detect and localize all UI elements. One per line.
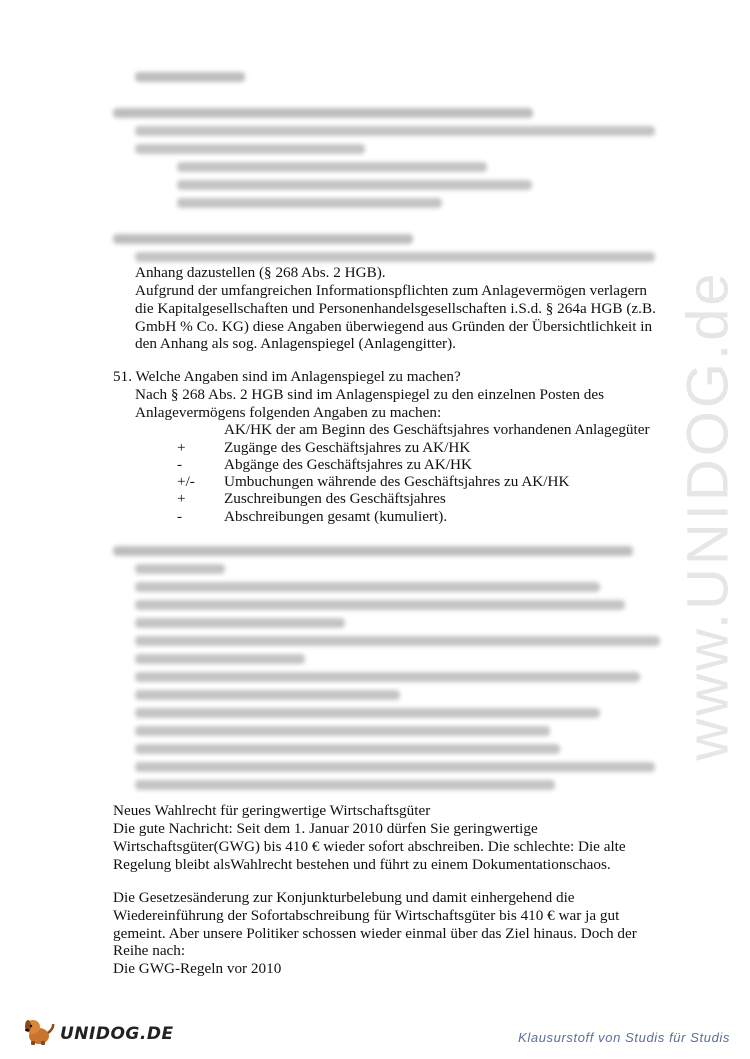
q50-line-3: die Kapitalgesellschaften und Personenhandelsgesellschaften i.S.d. § 264a HGB (z.B. [135, 300, 656, 317]
q50-line-5: den Anhang als sog. Anlagenspiegel (Anlagengitter). [135, 335, 456, 352]
q50-line-1: Anhang dazustellen (§ 268 Abs. 2 HGB). [135, 264, 386, 281]
q50-line-4: GmbH % Co. KG) diese Angaben überwiegend aus Gründen der Übersichtlichkeit in [135, 318, 653, 335]
blurred-line [135, 744, 560, 754]
footer-tagline: Klausurstoff von Studis für Studis [518, 1030, 730, 1045]
blurred-line [177, 162, 487, 172]
logo-text: UNIDOG.DE [60, 1023, 174, 1044]
q51-intro-1: Nach § 268 Abs. 2 HGB sind im Anlagenspiegel zu den einzelnen Posten des [135, 386, 605, 403]
blurred-line [135, 600, 625, 610]
blurred-line [135, 72, 245, 82]
q51-item-sign: +/- [177, 473, 195, 490]
q51-item-sign: + [177, 490, 186, 507]
q51-item-text: Umbuchungen währende des Geschäftsjahres zu AK/HK [224, 473, 570, 490]
blurred-line [135, 726, 550, 736]
q51-item-text: Zugänge des Geschäftsjahres zu AK/HK [224, 439, 471, 456]
blurred-line [135, 582, 600, 592]
q51-item-sign: - [177, 508, 183, 525]
blurred-line [135, 780, 555, 790]
blurred-line [135, 690, 400, 700]
gwg-line: Wiedereinführung der Sofortabschreibung für Wirtschaftsgüter bis 410 € war ja gut [113, 907, 620, 924]
q51-item-text: AK/HK der am Beginn des Geschäftsjahres vorhandenen Anlagegüter [224, 421, 650, 438]
gwg-line: Die Gesetzesänderung zur Konjunkturbelebung und damit einhergehend die [113, 889, 575, 906]
blurred-line [135, 144, 365, 154]
q51-item-text: Zuschreibungen des Geschäftsjahres [224, 490, 446, 507]
gwg-line: Wirtschaftsgüter(GWG) bis 410 € wieder sofort abschreiben. Die schlechte: Die alte [113, 838, 626, 855]
blurred-line [135, 672, 640, 682]
blurred-line [177, 180, 532, 190]
q50-line-2: Aufgrund der umfangreichen Informationspflichten zum Anlagevermögen verlagern [135, 282, 647, 299]
gwg-heading: Neues Wahlrecht für geringwertige Wirtschaftsgüter [113, 802, 431, 819]
blurred-line [113, 108, 533, 118]
q51-item-sign: + [177, 439, 186, 456]
dog-mascot-icon [22, 1016, 56, 1051]
blurred-line [135, 636, 660, 646]
blurred-line [135, 618, 345, 628]
unidog-logo[interactable] [22, 1016, 174, 1051]
blurred-line [177, 198, 442, 208]
gwg-line: Reihe nach: [113, 942, 186, 959]
gwg-line: Regelung bleibt alsWahlrecht bestehen und führt zu einem Dokumentationschaos. [113, 856, 611, 873]
gwg-line: gemeint. Aber unsere Politiker schossen wieder einmal über das Ziel hinaus. Doch der [113, 925, 637, 942]
blurred-line [135, 126, 655, 136]
watermark-text: www.UNIDOG.de [675, 269, 741, 761]
q51-intro-2: Anlagevermögens folgenden Angaben zu machen: [135, 404, 442, 421]
watermark [648, 269, 750, 761]
blurred-line [135, 564, 225, 574]
q51-item-sign: - [177, 456, 183, 473]
blurred-line [135, 654, 305, 664]
q51-item-text: Abschreibungen gesamt (kumuliert). [224, 508, 448, 525]
blurred-line [135, 708, 600, 718]
gwg-line: Die GWG-Regeln vor 2010 [113, 960, 282, 977]
gwg-line: Die gute Nachricht: Seit dem 1. Januar 2010 dürfen Sie geringwertige [113, 820, 538, 837]
blurred-line [113, 234, 413, 244]
blurred-line [113, 546, 633, 556]
q51-item-text: Abgänge des Geschäftsjahres zu AK/HK [224, 456, 472, 473]
q51-question: 51. Welche Angaben sind im Anlagenspiegel zu machen? [113, 368, 461, 385]
blurred-line [135, 252, 655, 262]
blurred-line [135, 762, 655, 772]
